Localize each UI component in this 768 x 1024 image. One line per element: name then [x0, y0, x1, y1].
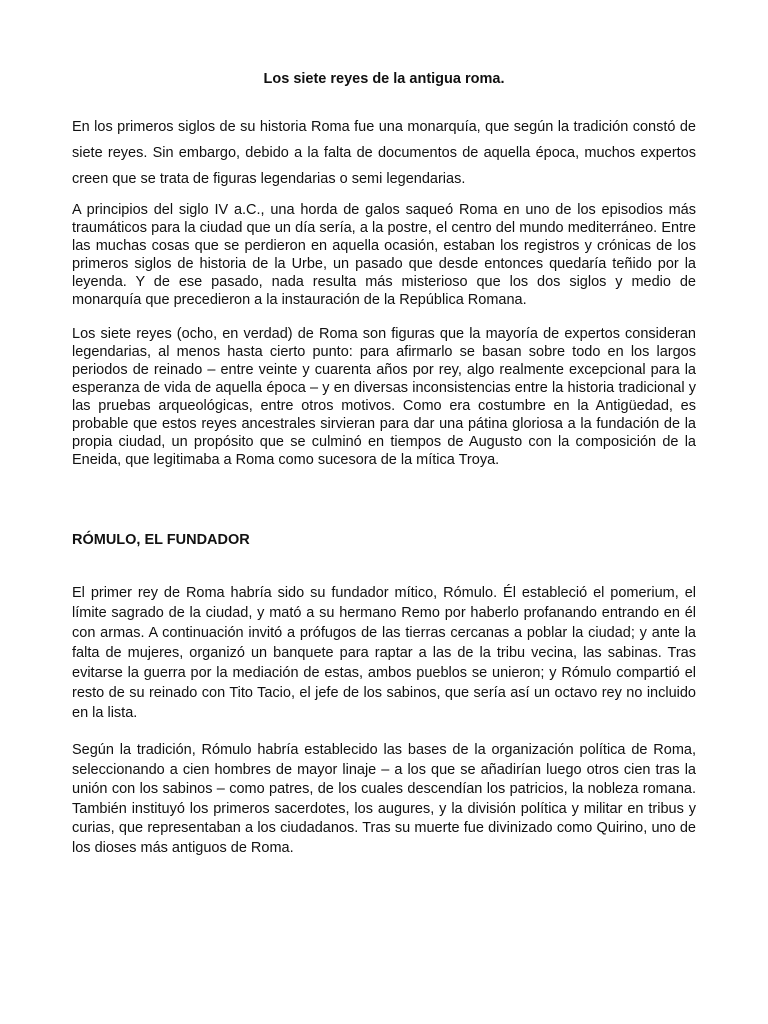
section-heading: RÓMULO, EL FUNDADOR — [72, 532, 250, 548]
section-paragraph-2: Según la tradición, Rómulo habría establecido las bases de la organización política de Roma, seleccionando a cien hombres de mayor linaje – a los que se añadirían luego otros cien tras la unión con los sabinos – como patres, de los cuales descendían los patricios, la nobleza romana. También instituyó los primeros sacerdotes, los augures, y la división política y militar en tribus y curias, que representaban a los ciudadanos. Tras su muerte fue divinizado como Quirino, uno de los dioses más antiguos de Roma. — [72, 742, 696, 856]
intro-paragraph-3: Los siete reyes (ocho, en verdad) de Roma son figuras que la mayoría de expertos consideran legendarias, al menos hasta cierto punto: para afirmarlo se basan sobre todo en los largos periodos de reinado – entre veinte y cuarenta años por rey, algo realmente excepcional para la esperanza de vida de aquella época – y en diversas inconsistencias entre la historia tradicional y las pruebas arqueológicas, entre otros motivos. Como era costumbre en la Antigüedad, es probable que estos reyes ancestrales sirvieran para dar una pátina gloriosa a la fundación de la propia ciudad, un propósito que se culminó en tiempos de Augusto con la composición de la Eneida, que legitimaba a Roma como sucesora de la mítica Troya. — [72, 326, 696, 468]
intro-paragraph-1: En los primeros siglos de su historia Roma fue una monarquía, que según la tradición constó de siete reyes. Sin embargo, debido a la falta de documentos de aquella época, muchos expertos creen que se trata de figuras legendarias o semi legendarias. — [72, 119, 696, 187]
section-paragraph-1: El primer rey de Roma habría sido su fundador mítico, Rómulo. Él estableció el pomerium, el límite sagrado de la ciudad, y mató a su hermano Remo por haberlo profanando entrando en él con armas. A continuación invitó a prófugos de las tierras cercanas a poblar la ciudad; y ante la falta de mujeres, organizó un banquete para raptar a las de la tribu vecina, las sabinas. Tras evitarse la guerra por la mediación de estas, ambos pueblos se unieron; y Rómulo compartió el resto de su reinado con Tito Tacio, el jefe de los sabinos, que sería así un octavo rey no incluido en la lista. — [72, 585, 696, 721]
document-title: Los siete reyes de la antigua roma. — [263, 71, 505, 87]
intro-paragraph-2: A principios del siglo IV a.C., una horda de galos saqueó Roma en uno de los episodios más traumáticos para la ciudad que un día sería, a la postre, el centro del mundo mediterráneo. Entre las muchas cosas que se perdieron en aquella ocasión, estaban los registros y crónicas de los primeros siglos de historia de la Urbe, un pasado que desde entonces quedaría teñido por la leyenda. Y de ese pasado, nada resulta más misterioso que los dos siglos y medio de monarquía que precedieron a la instauración de la República Romana. — [72, 202, 696, 308]
